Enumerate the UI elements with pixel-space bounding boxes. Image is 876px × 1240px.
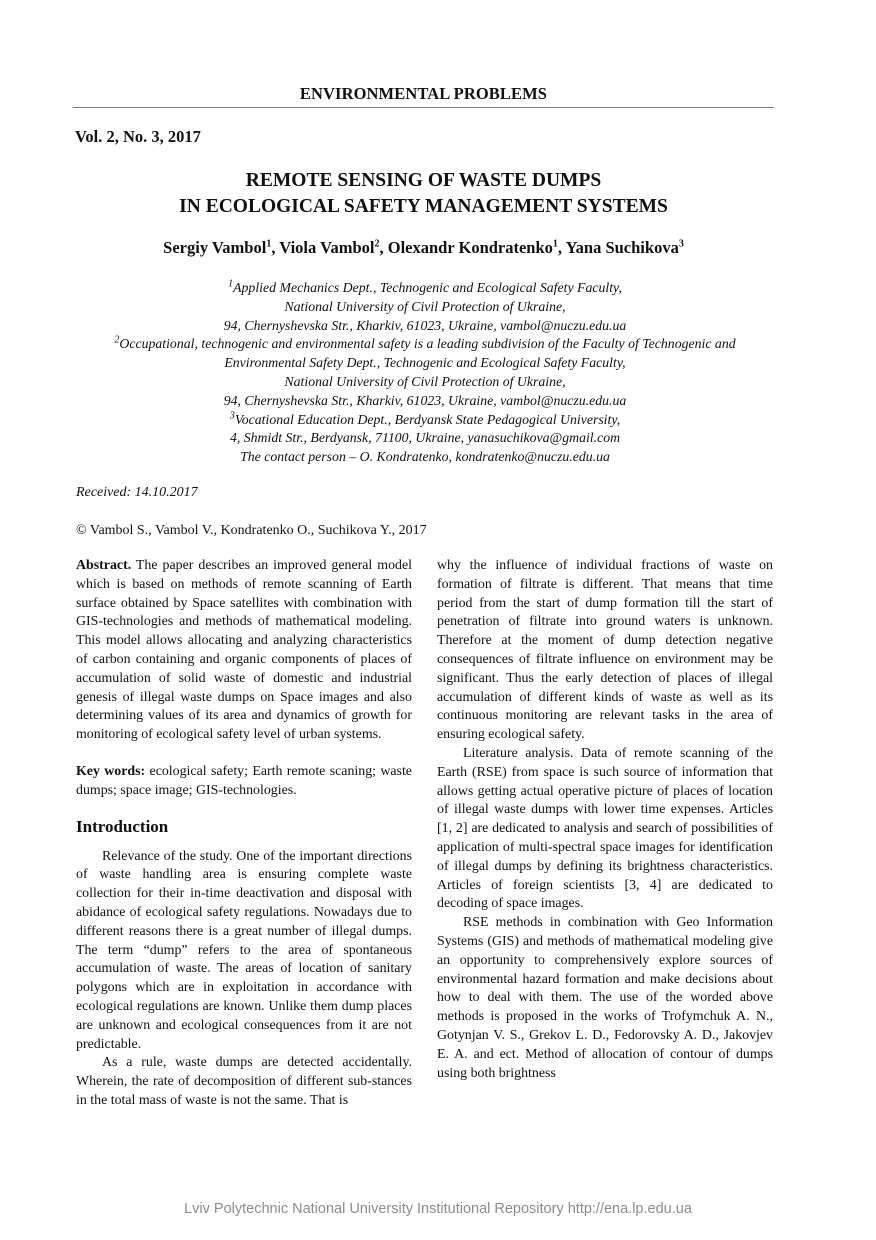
title-line-2: IN ECOLOGICAL SAFETY MANAGEMENT SYSTEMS bbox=[179, 196, 668, 217]
running-head: ENVIRONMENTAL PROBLEMS bbox=[299, 84, 548, 103]
author: Sergiy Vambol$^1$, bbox=[163, 238, 280, 257]
abstract-label: Abstract. bbox=[76, 558, 132, 573]
received-date: Received: 14.10.2017 bbox=[76, 485, 198, 500]
affiliation-line: Environmental Safety Dept., Technogenic and Ecological Safety Faculty, bbox=[224, 355, 626, 371]
author: Viola Vambol$^2$, bbox=[279, 238, 388, 257]
affiliation-line: 94, Chernyshevska Str., Kharkiv, 61023, Ukraine, vambol@nuczu.edu.ua bbox=[223, 317, 627, 333]
copyright-notice: © Vambol S., Vambol V., Kondratenko O., Suchikova Y., 2017 bbox=[76, 523, 427, 538]
body-paragraph: Relevance of the study. One of the important directions of waste handling area is ensuring complete waste collection for their in-time deactivation and disposal with abidance of ecological safety regulations. Nowadays due to different reasons there is a great number of illegal dumps. The term “dump” refers to the area of spontaneous accumulation of waste. The areas of location of sanitary polygons which are in exploitation in accordance with ecological regulations are known. Unlike them dump places are unknown and ecological consequences from it are not predictable. bbox=[76, 848, 412, 1052]
abstract-text: The paper describes an improved general model which is based on methods of remote scanning of Earth surface obtained by Space satellites with combination with GIS-technologies and methods of mathematical modeling. This model allows allocating and analyzing characteristics of carbon containing and organic components of places of accumulation of solid waste of domestic and industrial genesis of illegal waste dumps on Space images and also determining values of its area and dynamics of growth for monitoring of ecological safety level of urban systems. bbox=[76, 558, 412, 743]
left-column bbox=[76, 557, 412, 1111]
affiliation-line: 94, Chernyshevska Str., Kharkiv, 61023, Ukraine, vambol@nuczu.edu.ua bbox=[223, 392, 627, 408]
body-paragraph: As a rule, waste dumps are detected accidentally. Wherein, the rate of decomposition of different sub-stances in the total mass of waste is not the same. That is bbox=[76, 1055, 412, 1108]
contact-person: The contact person – O. Kondratenko, kondratenko@nuczu.edu.ua bbox=[240, 449, 610, 465]
affiliation-line: $^1$Applied Mechanics Dept., Technogenic and Ecological Safety Faculty, bbox=[228, 278, 622, 295]
author: Olexandr Kondratenko$^1$, bbox=[387, 238, 566, 257]
title-line-1: REMOTE SENSING OF WASTE DUMPS bbox=[245, 170, 602, 191]
header-rule bbox=[73, 107, 774, 108]
affiliation-line: $^2$Occupational, technogenic and environmental safety is a leading subdivision of the Faculty of Technogenic and bbox=[114, 334, 736, 352]
affiliation-line: $^3$Vocational Education Dept., Berdyansk State Pedagogical University, bbox=[229, 409, 621, 427]
affiliations bbox=[60, 279, 790, 467]
body-paragraph: Literature analysis. Data of remote scanning of the Earth (RSE) from space is such source of information that allows getting actual operative picture of places of location of illegal waste dumps with lower time expenses. Articles [1, 2] are dedicated to analysis and search of possibilities of application of multi-spectral space images for identification of illegal dumps by defining its brightness characteristics. Articles of foreign scientists [3, 4] are dedicated to decoding of space images. bbox=[437, 745, 773, 912]
keywords-text: ecological safety; Earth remote scaning; waste dumps; space image; GIS-technologies. bbox=[76, 763, 412, 798]
section-heading-introduction: Introduction bbox=[76, 816, 169, 836]
keywords-label: Key words: bbox=[76, 763, 146, 779]
affiliation-line: 4, Shmidt Str., Berdyansk, 71100, Ukraine, yanasuchikova@gmail.com bbox=[229, 430, 621, 446]
affiliation-line: National University of Civil Protection of Ukraine, bbox=[284, 373, 566, 389]
right-column bbox=[437, 557, 773, 1083]
body-paragraph-continued: why the influence of individual fractions of waste on formation of filtrate is different. That means that time period from the start of dump formation till the start of penetration of filtrate into ground waters is unknown. Therefore at the moment of dump detection negative consequences of filtrate influence on environment may be significant. Thus the early detection of places of illegal accumulation of different kinds of waste as well as its continuous monitoring are relevant tasks in the area of ensuring ecological safety. bbox=[437, 558, 773, 743]
affiliation-line: National University of Civil Protection of Ukraine, bbox=[284, 298, 566, 314]
volume-issue: Vol. 2, No. 3, 2017 bbox=[75, 127, 201, 146]
abstract bbox=[76, 557, 412, 745]
article-title bbox=[73, 168, 774, 220]
repository-footer: Lviv Polytechnic National University Institutional Repository http://ena.lp.edu.ua bbox=[184, 1201, 692, 1217]
keywords bbox=[76, 763, 412, 801]
author-list bbox=[73, 238, 774, 258]
author: Yana Suchikova$^3$ bbox=[565, 238, 684, 257]
body-paragraph: RSE methods in combination with Geo Information Systems (GIS) and methods of mathematical modeling give an opportunity to comprehensively explore sources of environmental hazard formation and make decisions about how to deal with them. The use of the worded above methods is proposed in the works of Trofymchuk A. N., Gotynjan V. S., Grekov L. D., Fedorovsky A. D., Jakovjev E. A. and ect. Method of allocation of contour of dumps using both brightness bbox=[437, 915, 773, 1081]
